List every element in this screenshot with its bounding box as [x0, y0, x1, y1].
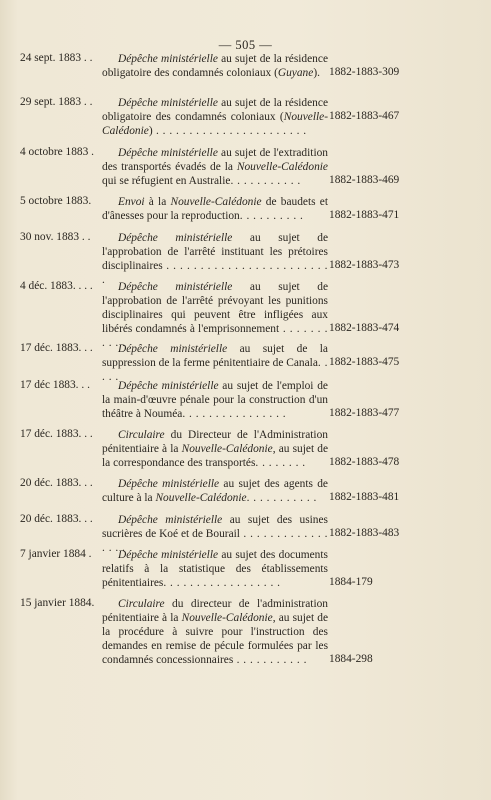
entry-text: au sujet des documents relatifs à la statistique des établissements pénitentiaires — [102, 549, 328, 589]
entry-text: au sujet de l'approbation de l'arrêté instituant les prétoires disciplinaires — [102, 232, 328, 272]
entry-reference: 1882-1883-467 — [329, 110, 400, 122]
entry-text-tail: ) — [148, 125, 153, 137]
entry-text: du directeur de l'administration pénitentiaire à la — [102, 598, 328, 624]
entry-reference: 1882-1883-471 — [329, 209, 400, 221]
entry-leader-dots: . . . . . . . . . . . . . . . . . . . . . . . . . — [102, 260, 328, 286]
entry-place: Nouvelle-Calédonie — [102, 111, 328, 137]
entry-date: 20 déc. 1883. . . — [20, 513, 93, 525]
entry-date: 17 déc. 1883. . . — [20, 342, 93, 354]
entry-place: Guyane — [277, 67, 314, 79]
entry-place: Nouvelle-Calédonie — [155, 492, 247, 504]
entry-leader-dots: . . . . . . . . . . . . . . . . — [182, 408, 287, 420]
entry-doc-type: Dépêche ministérielle — [118, 232, 233, 244]
entry-reference: 1882-1883-481 — [329, 491, 400, 503]
entry-description — [102, 342, 328, 384]
entry-date: 20 déc. 1883. . . — [20, 477, 93, 489]
entry-date: 4 octobre 1883 . — [20, 146, 95, 158]
entry-text: au sujet des usines sucrières de Koé et de Bourail — [102, 514, 328, 540]
entry-description — [102, 280, 328, 350]
entry-text: au sujet de l'emploi de la main-d'œuvre pénale pour la construction d'un théâtre à Nouméa — [102, 380, 328, 420]
entry-doc-type: Dépêche ministérielle — [118, 549, 219, 561]
entry-description — [102, 548, 328, 590]
entry-date: 30 nov. 1883 . . — [20, 231, 91, 243]
entry-text: au sujet de l'approbation de l'arrêté prévoyant les punitions disciplinaires qui peuvent être infligées aux libérés condamnés à l'emprisonnement — [102, 281, 328, 335]
entry-date: 24 sept. 1883 . . — [20, 52, 93, 64]
entry-text-tail: , au sujet de la procédure à suivre pour l'instruction des demandes en remise de pécule formulées par les condamnés concessionnaires — [102, 612, 329, 666]
entry-leader-dots: . . . . . . . . — [255, 457, 306, 469]
entry-reference: 1882-1883-483 — [329, 527, 400, 539]
entry-text: du Directeur de l'Administration pénitentiaire à la — [102, 429, 328, 455]
entry-date: 17 déc. 1883. . . — [20, 428, 93, 440]
entry-date: 4 déc. 1883. . . . — [20, 280, 93, 292]
entry-description — [102, 96, 328, 138]
entry-reference: 1882-1883-477 — [329, 407, 400, 419]
entry-leader-dots: . . . . . . . . . . . . . . . . . — [102, 528, 328, 554]
entry-text-tail: qui se réfugient en Australie — [102, 175, 231, 187]
entry-description — [102, 52, 328, 80]
entry-text: au sujet de la résidence obligatoire des condamnés coloniaux ( — [102, 97, 328, 123]
entry-description — [102, 477, 328, 505]
entry-text: au sujet des agents de culture à la — [102, 478, 328, 504]
page-number: — 505 — — [218, 38, 273, 52]
entry-description — [102, 146, 328, 188]
entry-date: 17 déc 1883. . . — [20, 379, 90, 391]
entry-place: Nouvelle-Calédonie — [170, 196, 262, 208]
entry-text: au sujet de la résidence obligatoire des condamnés coloniaux ( — [102, 53, 328, 79]
entry-text-tail: ). — [313, 67, 320, 79]
entry-reference: 1882-1883-309 — [329, 66, 400, 78]
entry-description — [102, 195, 328, 223]
entry-place: Nouvelle-Calédonie — [181, 612, 273, 624]
entry-leader-dots: . . . . . . . . . . . — [233, 654, 307, 666]
entry-doc-type: Circulaire — [118, 429, 165, 441]
entry-date: 5 octobre 1883. — [20, 195, 92, 207]
entry-reference: 1882-1883-469 — [329, 174, 400, 186]
entry-leader-dots: . . . . . . . . . . . . . . . . . . — [163, 577, 281, 589]
entry-doc-type: Dépêche ministérielle — [118, 97, 218, 109]
entry-leader-dots: . . . . . . . . . . . — [230, 175, 301, 187]
entry-description — [102, 379, 328, 421]
entry-leader-dots: . . . . . . . . . . . — [246, 492, 317, 504]
entry-date: 29 sept. 1883 . . — [20, 96, 93, 108]
entry-doc-type: Dépêche ministérielle — [118, 514, 223, 526]
entry-description — [102, 428, 328, 470]
entry-date: 15 janvier 1884. — [20, 597, 95, 609]
entry-leader-dots: . . . . . . . . . . — [239, 210, 304, 222]
entry-text: à la — [144, 196, 171, 208]
entry-text-tail: de baudets et d'ânesses pour la reproduction — [102, 196, 328, 222]
entry-doc-type: Dépêche ministérielle — [118, 147, 218, 159]
entry-leader-dots: . . . . . . . . . . . . . . . . . . . . . . . — [152, 125, 307, 137]
entry-reference: 1884-298 — [329, 653, 373, 665]
entry-leader-dots: . . . . . — [102, 357, 328, 383]
entry-doc-type: Envoi — [118, 196, 145, 208]
entry-doc-type: Dépêche ministérielle — [118, 380, 219, 392]
entry-doc-type: Dépêche ministérielle — [118, 343, 228, 355]
entry-place: Nouvelle-Calédonie — [181, 443, 273, 455]
entry-leader-dots: . . . . . . . . . . . — [102, 323, 329, 349]
entry-text-tail: , au sujet de la correspondance des transportés — [102, 443, 329, 469]
entry-doc-type: Circulaire — [118, 598, 165, 610]
entry-reference: 1884-179 — [329, 576, 373, 588]
entry-reference: 1882-1883-474 — [329, 322, 400, 334]
entry-doc-type: Dépêche ministérielle — [118, 478, 220, 490]
entry-text: au sujet de l'extradition des transportés évadés de la — [102, 147, 329, 173]
entry-place: Nouvelle-Calédonie — [236, 161, 328, 173]
entry-doc-type: Dépêche ministérielle — [118, 281, 233, 293]
entry-doc-type: Dépêche ministérielle — [118, 53, 218, 65]
entry-description — [102, 597, 328, 667]
entry-description — [102, 231, 328, 287]
entry-reference: 1882-1883-475 — [329, 356, 400, 368]
entry-reference: 1882-1883-473 — [329, 259, 400, 271]
entry-date: 7 janvier 1884 . — [20, 548, 92, 560]
entry-text: au sujet de la suppression de la ferme pénitentiaire de Canala — [102, 343, 328, 369]
entry-reference: 1882-1883-478 — [329, 456, 400, 468]
